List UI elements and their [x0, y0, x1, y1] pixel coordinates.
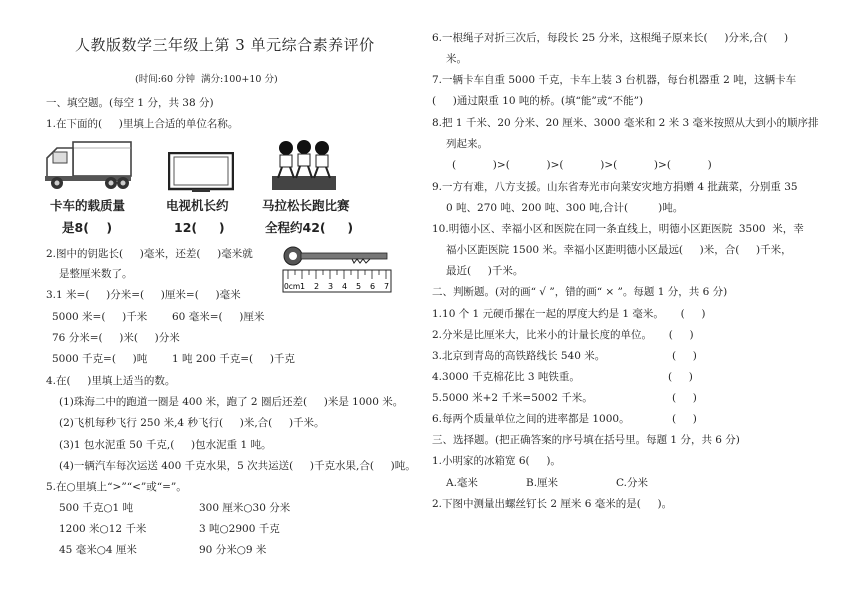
ruler-label-2: 2: [314, 282, 320, 291]
question-8-line-1: 8.把 1 千米、20 分米、20 厘米、3000 毫米和 2 米 3 毫米按照从大到小的顺序排: [432, 117, 819, 129]
choice-1: 1.小明家的冰箱宽 6( )。: [432, 455, 561, 467]
question-4-item: (3)1 包水泥重 50 千克,( )包水泥重 1 吨。: [59, 439, 272, 451]
judge-item: 3.北京到青岛的高铁路线长 540 米。: [432, 350, 606, 362]
question-5-item: 45 毫米○4 厘米: [59, 544, 137, 556]
question-4-item: (2)飞机每秒飞行 250 米,4 秒飞行( )米,合( )千米。: [59, 417, 325, 429]
question-5-item: 300 厘米○30 分米: [199, 502, 291, 514]
page-title: 人教版数学三年级上第 3 单元综合素养评价: [75, 36, 375, 54]
question-3-item: 5000 米=( )千米: [52, 311, 148, 323]
judge-item: 5.5000 米+2 千米=5002 千米。: [432, 392, 593, 404]
choice-1-option-a: A.毫米: [446, 477, 478, 489]
question-3: 3.1 米=( )分米=( )厘米=( )毫米: [46, 289, 241, 301]
tv-image: [168, 152, 234, 194]
question-5-item: 90 分米○9 米: [199, 544, 267, 556]
ruler-label-6: 6: [370, 282, 376, 291]
runners-image: [270, 138, 338, 194]
question-1: 1.在下面的( )里填上合适的单位名称。: [46, 118, 239, 130]
question-7-line-1: 7.一辆卡车自重 5000 千克，卡车上装 3 台机器，每台机器重 2 吨，这辆卡车: [432, 74, 797, 86]
key-ruler-image: [282, 244, 392, 294]
question-7-line-2: ( )通过限重 10 吨的桥。(填“能”或“不能”): [432, 95, 644, 107]
choice-1-option-c: C.分米: [616, 477, 648, 489]
question-5-item: 500 千克○1 吨: [59, 502, 134, 514]
truck-caption-2: 是8( ): [62, 220, 113, 235]
question-6-line-2: 米。: [446, 53, 467, 65]
question-3-item: 5000 千克=( )吨: [52, 353, 148, 365]
question-10-line-1: 10.明德小区、幸福小区和医院在同一条直线上，明德小区距医院 3500 米，幸: [432, 223, 804, 235]
judge-blank: ( ): [668, 371, 693, 383]
section-choice: 三、选择题。(把正确答案的序号填在括号里。每题 1 分，共 6 分): [432, 434, 740, 446]
marathon-caption-2: 全程约42( ): [265, 220, 354, 235]
ruler-label-1: 1: [300, 282, 306, 291]
judge-blank: ( ): [672, 413, 697, 425]
question-10-line-3: 最近( )千米。: [446, 265, 524, 277]
question-8-blanks: ( )>( )>( )>( )>( ): [452, 159, 712, 171]
question-9-line-2: 0 吨、270 吨、200 吨、300 吨,合计( )吨。: [446, 202, 684, 214]
question-9-line-1: 9.一方有难，八方支援。山东省寿光市向莱安灾地方捐赠 4 批蔬菜，分别重 35: [432, 181, 798, 193]
choice-1-option-b: B.厘米: [526, 477, 559, 489]
question-5-item: 3 吨○2900 千克: [199, 523, 280, 535]
question-2-line-1: 2.图中的钥匙长( )毫米，还差( )毫米就: [46, 248, 253, 260]
question-4-item: (4)一辆汽车每次运送 400 千克水果，5 次共运送( )千克水果,合( )吨。: [59, 460, 416, 472]
truck-image: [43, 138, 135, 192]
truck-caption-1: 卡车的载质量: [50, 198, 126, 213]
judge-item: 2.分米是比厘米大，比米小的计量长度的单位。 ( ): [432, 329, 694, 341]
ruler-label-7: 7: [384, 282, 390, 291]
marathon-caption-1: 马拉松长跑比赛: [262, 198, 350, 213]
question-3-item: 60 毫米=( )厘米: [172, 311, 265, 323]
ruler-label-0: 0cm: [284, 282, 301, 291]
judge-blank: ( ): [672, 392, 697, 404]
choice-2: 2.下图中测量出螺丝钉长 2 厘米 6 毫米的是( )。: [432, 498, 673, 510]
question-2-line-2: 是整厘米数了。: [59, 268, 133, 280]
ruler-label-5: 5: [356, 282, 362, 291]
judge-item: 6.每两个质量单位之间的进率都是 1000。: [432, 413, 630, 425]
judge-item: 1.10 个 1 元硬币摞在一起的厚度大约是 1 毫米。 ( ): [432, 308, 706, 320]
question-6-line-1: 6.一根绳子对折三次后，每段长 25 分米，这根绳子原来长( )分米,合( ): [432, 32, 789, 44]
question-8-line-2: 列起来。: [446, 138, 488, 150]
judge-blank: ( ): [672, 350, 697, 362]
ruler-label-4: 4: [342, 282, 348, 291]
ruler-label-3: 3: [328, 282, 334, 291]
tv-caption-1: 电视机长约: [166, 198, 229, 213]
judge-item: 4.3000 千克棉花比 3 吨铁重。: [432, 371, 580, 383]
question-10-line-2: 福小区距医院 1500 米。幸福小区距明德小区最远( )米，合( )千米，: [446, 244, 792, 256]
question-5-item: 1200 米○12 千米: [59, 523, 147, 535]
question-3-item: 76 分米=( )米( )分米: [52, 332, 180, 344]
question-4: 4.在( )里填上适当的数。: [46, 375, 176, 387]
question-4-item: (1)珠海二中的跑道一圈是 400 米，跑了 2 圈后还差( )米是 1000 米。: [59, 396, 404, 408]
section-fill-blank: 一、填空题。(每空 1 分，共 38 分): [46, 97, 214, 109]
question-5: 5.在○里填上“>”“<”或“=”。: [46, 481, 187, 493]
subtitle: (时间:60 分钟 满分:100+10 分): [135, 74, 278, 85]
tv-caption-2: 12( ): [174, 220, 225, 235]
section-true-false: 二、判断题。(对的画“ √ ”，错的画“ × ”。每题 1 分，共 6 分): [432, 286, 728, 298]
question-3-item: 1 吨 200 千克=( )千克: [172, 353, 295, 365]
